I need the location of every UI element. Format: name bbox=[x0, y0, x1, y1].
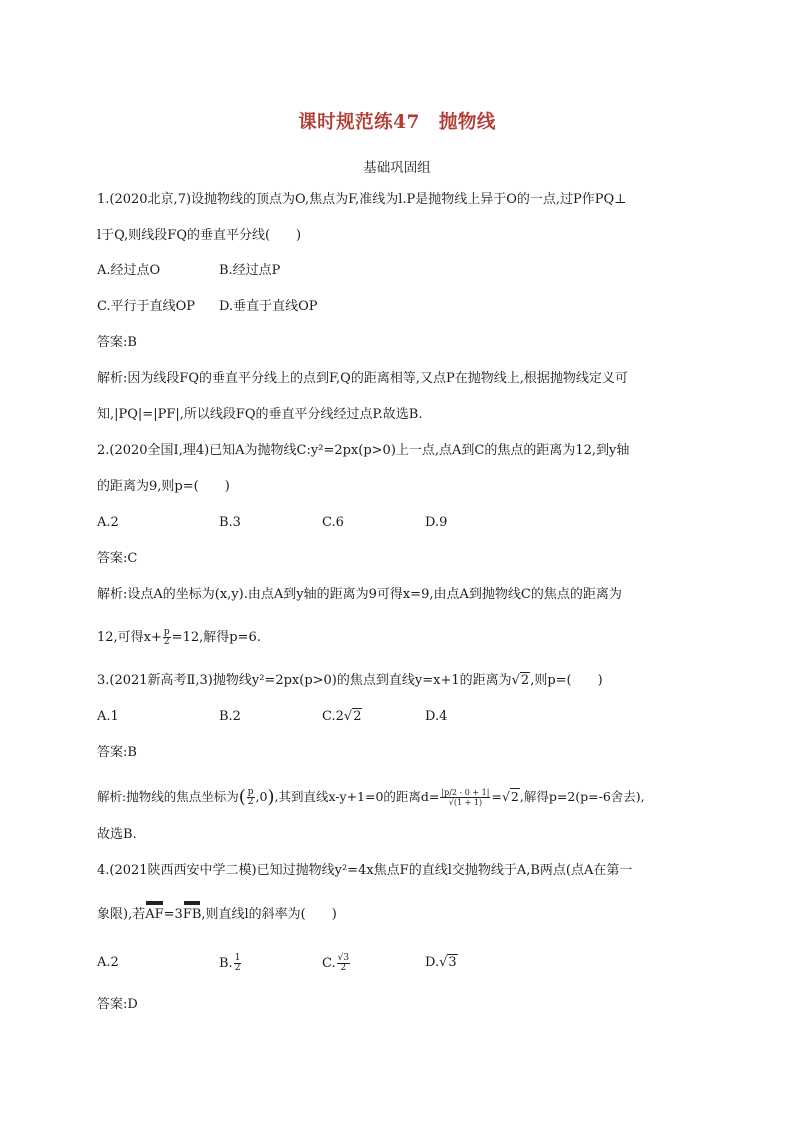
q4-option-c bbox=[322, 954, 351, 973]
q4-stem-text-a: 象限),若 bbox=[97, 907, 146, 922]
q3-opt-c-sqrt: √2 bbox=[343, 709, 362, 724]
q4-stem-line2 bbox=[97, 906, 337, 924]
q4-stem-text-c: ,则直线l的斜率为( ) bbox=[201, 907, 337, 922]
q3-option-d: D.4 bbox=[425, 709, 448, 724]
q4-vector-af bbox=[145, 906, 163, 924]
q3-stem-text-b: ,则p=( ) bbox=[530, 673, 603, 688]
q4-opt-c-den: 2 bbox=[340, 963, 347, 973]
q3-exp-text-e: ,解得p=2(p=-6舍去), bbox=[519, 789, 645, 804]
q4-opt-c-fraction bbox=[337, 954, 350, 973]
q3-focus-den: 2 bbox=[247, 797, 254, 807]
q3-exp-radicand: 2 bbox=[510, 789, 519, 804]
q2-stem-line1: 2.(2020全国Ⅰ,理4)已知A为抛物线C:y²=2px(p>0)上一点,点A到C的焦点的距离为12,到y轴 bbox=[97, 443, 630, 458]
q3-distance-num: |p/2 - 0 + 1| bbox=[441, 788, 490, 797]
q4-vector-fb bbox=[183, 906, 202, 924]
q1-option-b: B.经过点P bbox=[219, 263, 281, 278]
q4-opt-b-den: 2 bbox=[234, 963, 241, 973]
q3-distance-fraction bbox=[440, 788, 490, 807]
q3-exp-text-d: = bbox=[491, 789, 502, 804]
q2-option-b: B.3 bbox=[219, 515, 241, 530]
section-title: 基础巩固组 bbox=[363, 160, 431, 176]
q4-opt-b-fraction bbox=[234, 954, 242, 973]
q1-option-a: A.经过点O bbox=[97, 263, 161, 278]
q3-sqrt-radicand: 2 bbox=[520, 673, 530, 688]
q2-frac-num: p bbox=[163, 627, 170, 637]
q1-stem-line1: 1.(2020北京,7)设抛物线的顶点为O,焦点为F,准线为l.P是抛物线上异于O的一点,过P作PQ⊥ bbox=[97, 192, 627, 207]
page-title: 课时规范练47 抛物线 bbox=[298, 112, 496, 133]
q3-sqrt: √2 bbox=[511, 673, 530, 688]
q4-vector-af-label: AF bbox=[145, 907, 164, 922]
q3-option-a: A.1 bbox=[97, 709, 119, 724]
q3-explanation-line2: 故选B. bbox=[97, 827, 137, 842]
q1-stem-line2: l于Q,则线段FQ的垂直平分线( ) bbox=[97, 228, 302, 243]
q4-opt-c-text: C. bbox=[322, 956, 336, 971]
q1-explanation-line1: 解析:因为线段FQ的垂直平分线上的点到F,Q的距离相等,又点P在抛物线上,根据抛物线定义可 bbox=[97, 371, 628, 386]
q4-option-b bbox=[219, 954, 242, 973]
q4-option-d bbox=[425, 954, 458, 972]
q2-explanation-line2 bbox=[97, 628, 261, 647]
q3-exp-text-c: ,其到直线x-y+1=0的距离d= bbox=[274, 789, 440, 804]
q3-opt-c-radicand: 2 bbox=[353, 709, 362, 724]
q4-vector-fb-label: FB bbox=[182, 907, 202, 922]
q3-exp-text-a: 解析:抛物线的焦点坐标为 bbox=[97, 789, 239, 804]
q4-answer: 答案:D bbox=[97, 997, 138, 1012]
q2-exp-text-a: 12,可得x+ bbox=[97, 630, 162, 645]
q2-answer: 答案:C bbox=[97, 551, 138, 566]
q2-option-d: D.9 bbox=[425, 515, 448, 530]
q3-option-b: B.2 bbox=[219, 709, 241, 724]
q4-opt-b-num: 1 bbox=[234, 953, 241, 963]
q3-option-c bbox=[322, 708, 362, 726]
q3-answer: 答案:B bbox=[97, 745, 137, 760]
q2-fraction bbox=[163, 628, 171, 647]
q3-opt-c-text: C.2 bbox=[322, 709, 344, 724]
q3-focus-num: p bbox=[247, 787, 254, 797]
q4-opt-d-radicand: 3 bbox=[448, 955, 457, 970]
q4-stem-text-b: =3 bbox=[163, 907, 183, 922]
q1-answer: 答案:B bbox=[97, 335, 137, 350]
q4-stem-line1: 4.(2021陕西西安中学二模)已知过抛物线y²=4x焦点F的直线l交抛物线于A,B两点(点A在第一 bbox=[97, 863, 633, 878]
q2-exp-text-b: =12,解得p=6. bbox=[171, 630, 261, 645]
q2-explanation-line1: 解析:设点A的坐标为(x,y).由点A到y轴的距离为9可得x=9,由点A到抛物线C的焦点的距离为 bbox=[97, 587, 622, 602]
q2-stem-line2: 的距离为9,则p=( ) bbox=[97, 479, 230, 494]
q4-opt-b-text: B. bbox=[219, 956, 233, 971]
q3-exp-text-b: ,0 bbox=[255, 789, 268, 804]
q2-option-c: C.6 bbox=[322, 515, 344, 530]
q1-explanation-line2: 知,|PQ|=|PF|,所以线段FQ的垂直平分线经过点P.故选B. bbox=[97, 407, 423, 422]
q3-explanation-line1: 解析:抛物线的焦点坐标为( $\frac{p}{2}$ ,0),其到直线x-y+1=0的距离d= $\frac{|p/2 - 0 + 1|}{√(1 + 1)}$ =√2,解得p=2(p=-6舍去), bbox=[97, 786, 645, 808]
q3-focus-fraction bbox=[247, 788, 255, 807]
q3-distance-den: √(1 + 1) bbox=[448, 798, 483, 807]
q3-stem-text-a: 3.(2021新高考Ⅱ,3)抛物线y²=2px(p>0)的焦点到直线y=x+1的距离为 bbox=[97, 673, 512, 688]
q3-stem-line1 bbox=[97, 672, 603, 690]
q1-option-d: D.垂直于直线OP bbox=[219, 299, 318, 314]
q4-opt-d-sqrt: √3 bbox=[439, 955, 457, 970]
q1-option-c: C.平行于直线OP bbox=[97, 299, 196, 314]
q4-opt-c-num: √3 bbox=[337, 953, 350, 963]
q2-option-a: A.2 bbox=[97, 515, 119, 530]
q4-opt-d-text: D. bbox=[425, 955, 440, 970]
q3-exp-sqrt: √2 bbox=[501, 789, 519, 804]
q4-option-a: A.2 bbox=[97, 955, 119, 970]
q2-frac-den: 2 bbox=[163, 637, 170, 647]
